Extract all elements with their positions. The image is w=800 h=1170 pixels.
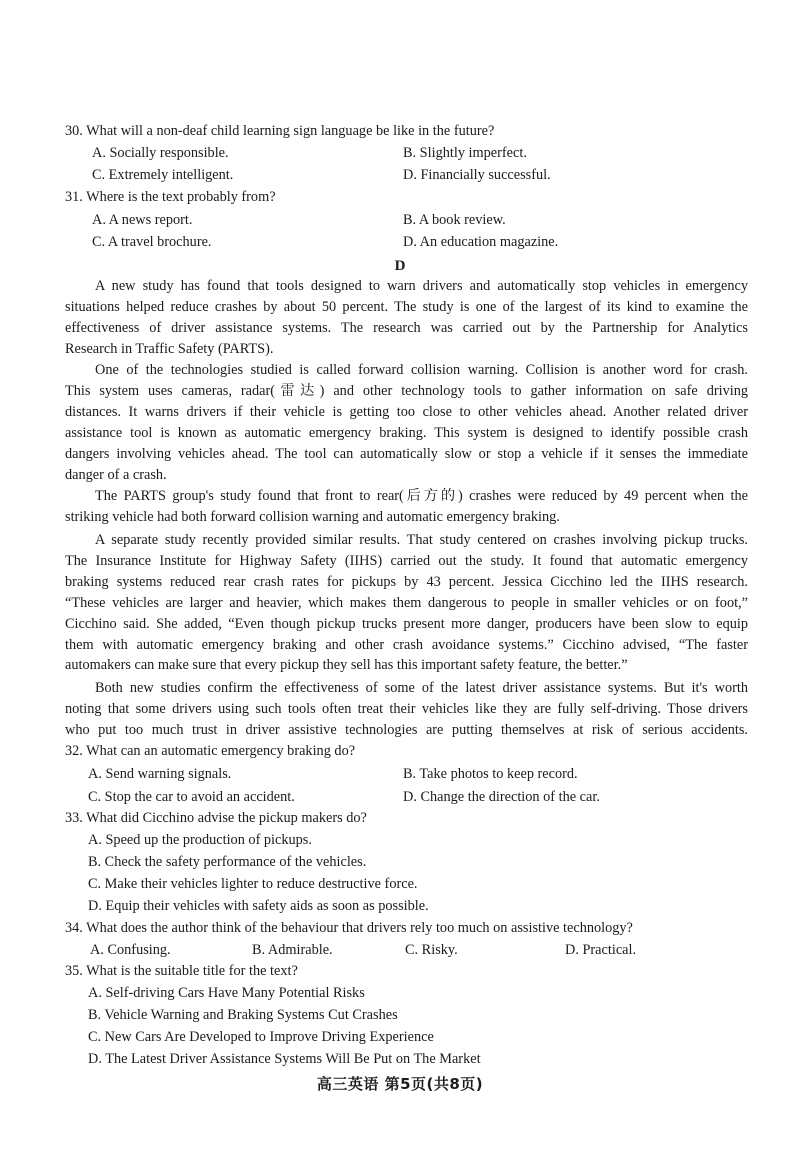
passage-paragraph-2 (65, 360, 748, 485)
passage-line: dangers involving vehicles ahead. The tool can automatically slow or stop a vehicle if it senses the immediate (65, 445, 748, 462)
q30-option-b: B. Slightly imperfect. (403, 145, 527, 161)
q34-option-a: A. Confusing. (90, 942, 171, 958)
q33-stem: 33. What did Cicchino advise the pickup makers do? (65, 810, 367, 826)
passage-line: danger of a crash. (65, 466, 167, 483)
q31-stem: 31. Where is the text probably from? (65, 189, 276, 205)
q31-option-c: C. A travel brochure. (92, 234, 212, 250)
q32-option-b: B. Take photos to keep record. (403, 766, 578, 782)
passage-line: Research in Traffic Safety (PARTS). (65, 340, 274, 357)
passage-line: situations helped reduce crashes by about 50 percent. The study is one of the largest of its kind to examine the (65, 298, 748, 315)
q30-option-a: A. Socially responsible. (92, 145, 229, 161)
q30-option-c: C. Extremely intelligent. (92, 167, 234, 183)
passage-line: automakers can make sure that every pickup they sell has this important safety feature, the better.” (65, 657, 628, 674)
passage-line: striking vehicle had both forward collision warning and automatic emergency braking. (65, 508, 560, 525)
passage-line: noting that some drivers using such tools often treat their vehicles like they are fully self-driving. Those drivers (65, 700, 748, 717)
passage-line: distances. It warns drivers if their vehicle is getting too close to other vehicles ahead. Another related driver (65, 403, 748, 420)
q33-option-b: B. Check the safety performance of the vehicles. (88, 854, 367, 870)
passage-line: Cicchino said. She added, “Even though pickup trucks present more danger, producers have been slow to equip (65, 615, 748, 632)
q30-option-d: D. Financially successful. (403, 167, 551, 183)
q35-option-d: D. The Latest Driver Assistance Systems Will Be Put on The Market (88, 1051, 481, 1067)
q32-stem: 32. What can an automatic emergency braking do? (65, 743, 356, 759)
passage-paragraph-1 (65, 276, 748, 360)
q30-stem: 30. What will a non-deaf child learning sign language be like in the future? (65, 123, 495, 139)
q31-option-b: B. A book review. (403, 212, 506, 228)
passage-paragraph-5 (65, 678, 748, 741)
q35-option-c: C. New Cars Are Developed to Improve Driving Experience (88, 1029, 434, 1045)
q33-option-d: D. Equip their vehicles with safety aids as soon as possible. (88, 898, 429, 914)
passage-line: braking systems reduced rear crash rates for pickups by 43 percent. Jessica Cicchino led the IIHS research. (65, 573, 748, 590)
passage-line: The PARTS group's study found that front to rear(后方的) crashes were reduced by 49 percent when the (95, 488, 748, 504)
passage-title: D (394, 258, 406, 274)
passage-line: This system uses cameras, radar(雷达) and other technology tools to gather information on safe driving (65, 382, 748, 399)
passage-line: assistance tool is known as automatic emergency braking. This system is designed to identify possible crash (65, 424, 748, 441)
q33-option-a: A. Speed up the production of pickups. (88, 832, 312, 848)
q35-stem: 35. What is the suitable title for the text? (65, 963, 298, 979)
q34-stem: 34. What does the author think of the behaviour that drivers rely too much on assistive technology? (65, 920, 633, 936)
q31-option-a: A. A news report. (92, 212, 193, 228)
q33-option-c: C. Make their vehicles lighter to reduce destructive force. (88, 876, 418, 892)
passage-line: The Insurance Institute for Highway Safety (IIHS) carried out the study. It found that automatic emergency (65, 552, 748, 569)
q35-option-a: A. Self-driving Cars Have Many Potential Risks (88, 985, 365, 1001)
passage-line: “These vehicles are larger and heavier, which makes them dangerous to people in smaller vehicles or on foot,” (65, 594, 748, 611)
q34-option-d: D. Practical. (565, 942, 637, 958)
q34-option-c: C. Risky. (405, 942, 458, 958)
passage-line: effectiveness of driver assistance systems. The research was carried out by the Partnership for Analytics (65, 319, 748, 336)
passage-line: who put too much trust in driver assistive technologies are putting themselves at risk of serious accidents. (65, 721, 748, 738)
passage-line: them with automatic emergency braking and other crash avoidance systems.” Cicchino advised, “The faster (65, 636, 748, 653)
q35-option-b: B. Vehicle Warning and Braking Systems Cut Crashes (88, 1007, 398, 1023)
q32-option-d: D. Change the direction of the car. (403, 789, 600, 805)
q31-option-d: D. An education magazine. (403, 234, 559, 250)
passage-line: Both new studies confirm the effectiveness of some of the latest driver assistance systems. But it's worth (95, 680, 748, 696)
passage-line: A new study has found that tools designed to warn drivers and automatically stop vehicles in emergency (95, 278, 748, 294)
passage-line: One of the technologies studied is called forward collision warning. Collision is another word for crash. (95, 362, 748, 378)
q32-option-a: A. Send warning signals. (88, 766, 232, 782)
passage-paragraph-4 (65, 530, 748, 676)
page-footer: 高三英语 第5页(共8页) (316, 1075, 484, 1093)
q32-option-c: C. Stop the car to avoid an accident. (88, 789, 295, 805)
passage-line: A separate study recently provided similar results. That study centered on crashes involving pickup trucks. (95, 532, 748, 548)
q34-option-b: B. Admirable. (252, 942, 333, 958)
passage-paragraph-3 (65, 486, 748, 528)
